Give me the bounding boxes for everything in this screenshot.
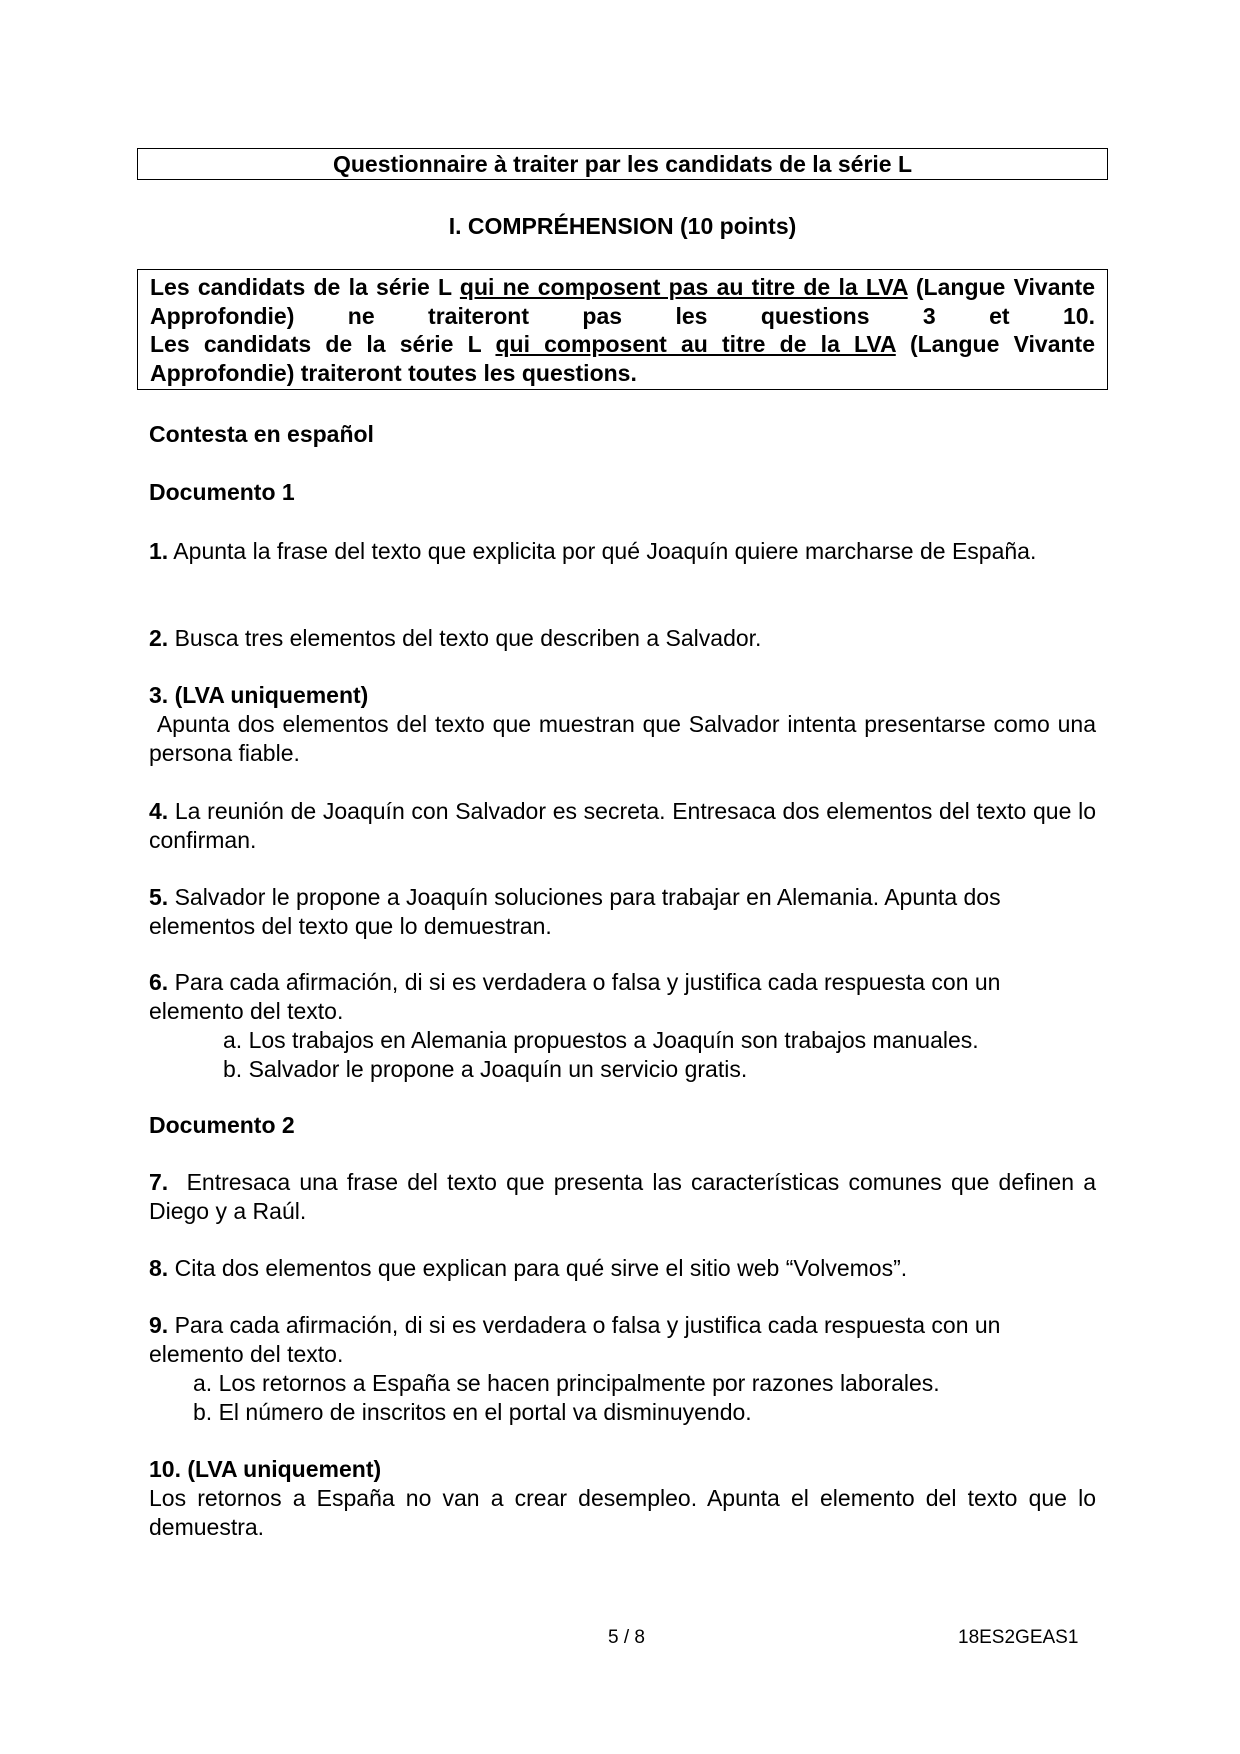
questionnaire-title-box: Questionnaire à traiter par les candidats de la série L bbox=[137, 148, 1108, 180]
lva-notice-box bbox=[137, 269, 1108, 390]
question-7: 7. Entresaca una frase del texto que presenta las características comunes que definen a Diego y a Raúl. bbox=[149, 1169, 1103, 1224]
notice-underline-2: qui composent au titre de la LVA bbox=[495, 331, 896, 357]
notice-underline-1: qui ne composent pas au titre de la LVA bbox=[459, 274, 908, 300]
question-3-text: Apunta dos elementos del texto que muestran que Salvador intenta presentarse como una persona fiable. bbox=[149, 711, 1103, 766]
documento-1-heading: Documento 1 bbox=[149, 479, 295, 505]
question-10-text: Los retornos a España no van a crear desempleo. Apunta el elemento del texto que lo demuestra. bbox=[149, 1485, 1096, 1540]
question-9-item-a: a. Los retornos a España se hacen principalmente por razones laborales. bbox=[193, 1370, 940, 1396]
question-6-item-a: a. Los trabajos en Alemania propuestos a Joaquín son trabajos manuales. bbox=[223, 1027, 979, 1053]
question-10-label: 10. (LVA uniquement) bbox=[149, 1456, 382, 1482]
instruction-label: Contesta en español bbox=[149, 421, 374, 447]
question-9: 9. Para cada afirmación, di si es verdadera o falsa y justifica cada respuesta con un elemento del texto. bbox=[149, 1312, 1001, 1367]
question-1: 1. Apunta la frase del texto que explicita por qué Joaquín quiere marcharse de España. bbox=[149, 538, 1037, 564]
page-number: 5 / 8 bbox=[608, 1627, 645, 1648]
notice-paragraph-1: Les candidats de la série L qui ne composent pas au titre de la LVA (Langue Vivante Approfondie) ne traiteront pas les questions 3 et 10. bbox=[150, 274, 1095, 329]
documento-2-heading: Documento 2 bbox=[149, 1112, 295, 1138]
notice-paragraph-2: Les candidats de la série L qui composent au titre de la LVA (Langue Vivante Approfondie) traiteront toutes les questions. bbox=[150, 331, 1095, 386]
question-4: 4. La reunión de Joaquín con Salvador es secreta. Entresaca dos elementos del texto que lo confirman. bbox=[149, 798, 1096, 853]
document-code: 18ES2GEAS1 bbox=[958, 1627, 1079, 1648]
section-heading: I. COMPRÉHENSION (10 points) bbox=[448, 213, 797, 239]
question-2: 2. Busca tres elementos del texto que describen a Salvador. bbox=[149, 625, 762, 651]
question-8: 8. Cita dos elementos que explican para qué sirve el sitio web “Volvemos”. bbox=[149, 1255, 908, 1281]
question-6: 6. Para cada afirmación, di si es verdadera o falsa y justifica cada respuesta con un elemento del texto. bbox=[149, 969, 1001, 1024]
question-3-label: 3. (LVA uniquement) bbox=[149, 682, 369, 708]
question-6-item-b: b. Salvador le propone a Joaquín un servicio gratis. bbox=[223, 1056, 748, 1082]
question-9-item-b: b. El número de inscritos en el portal va disminuyendo. bbox=[193, 1399, 752, 1425]
question-5: 5. Salvador le propone a Joaquín soluciones para trabajar en Alemania. Apunta dos elementos del texto que lo demuestran. bbox=[149, 884, 1001, 939]
